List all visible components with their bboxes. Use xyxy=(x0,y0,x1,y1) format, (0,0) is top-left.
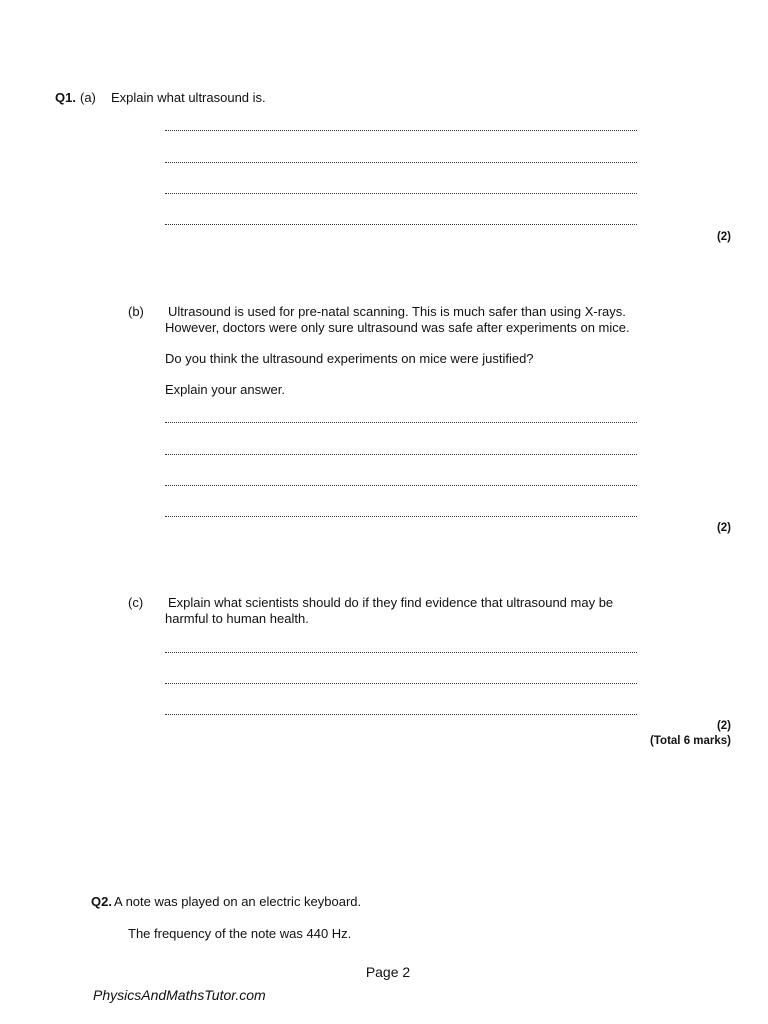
answer-line[interactable] xyxy=(165,714,637,715)
answer-line[interactable] xyxy=(165,422,637,423)
answer-line[interactable] xyxy=(165,162,637,163)
part-b-instruction: Explain your answer. xyxy=(165,382,285,397)
part-c-marks: (2) xyxy=(716,720,731,732)
answer-line[interactable] xyxy=(165,652,637,653)
part-b-question: Do you think the ultrasound experiments on mice were justified? xyxy=(165,351,534,366)
part-a-marks: (2) xyxy=(716,231,731,243)
answer-line[interactable] xyxy=(165,130,637,131)
question-1-number: Q1. xyxy=(55,90,76,105)
question-2-text: A note was played on an electric keyboard. xyxy=(114,894,362,909)
part-a-question: Explain what ultrasound is. xyxy=(111,90,266,105)
answer-line[interactable] xyxy=(165,454,637,455)
total-marks: (Total 6 marks) xyxy=(650,735,731,747)
answer-line[interactable] xyxy=(165,193,637,194)
answer-line[interactable] xyxy=(165,224,637,225)
page-number: Page 2 xyxy=(365,964,411,980)
part-b-text-line-1: Ultrasound is used for pre-natal scanning. This is much safer than using X-rays. xyxy=(168,304,626,319)
answer-line[interactable] xyxy=(165,516,637,517)
question-2-frequency: The frequency of the note was 440 Hz. xyxy=(128,926,352,941)
part-b-text-line-2: However, doctors were only sure ultrasound was safe after experiments on mice. xyxy=(165,320,630,335)
part-c-text-line-2: harmful to human health. xyxy=(165,611,309,626)
footer-brand: PhysicsAndMathsTutor.com xyxy=(93,987,266,1003)
part-b-marks: (2) xyxy=(716,522,731,534)
part-c-text-line-1: Explain what scientists should do if they find evidence that ultrasound may be xyxy=(168,595,614,610)
part-a-label: (a) xyxy=(80,90,96,105)
part-c-label: (c) xyxy=(128,595,144,610)
answer-line[interactable] xyxy=(165,485,637,486)
part-b-label: (b) xyxy=(128,304,144,319)
answer-line[interactable] xyxy=(165,683,637,684)
question-2-number: Q2. xyxy=(91,894,112,909)
